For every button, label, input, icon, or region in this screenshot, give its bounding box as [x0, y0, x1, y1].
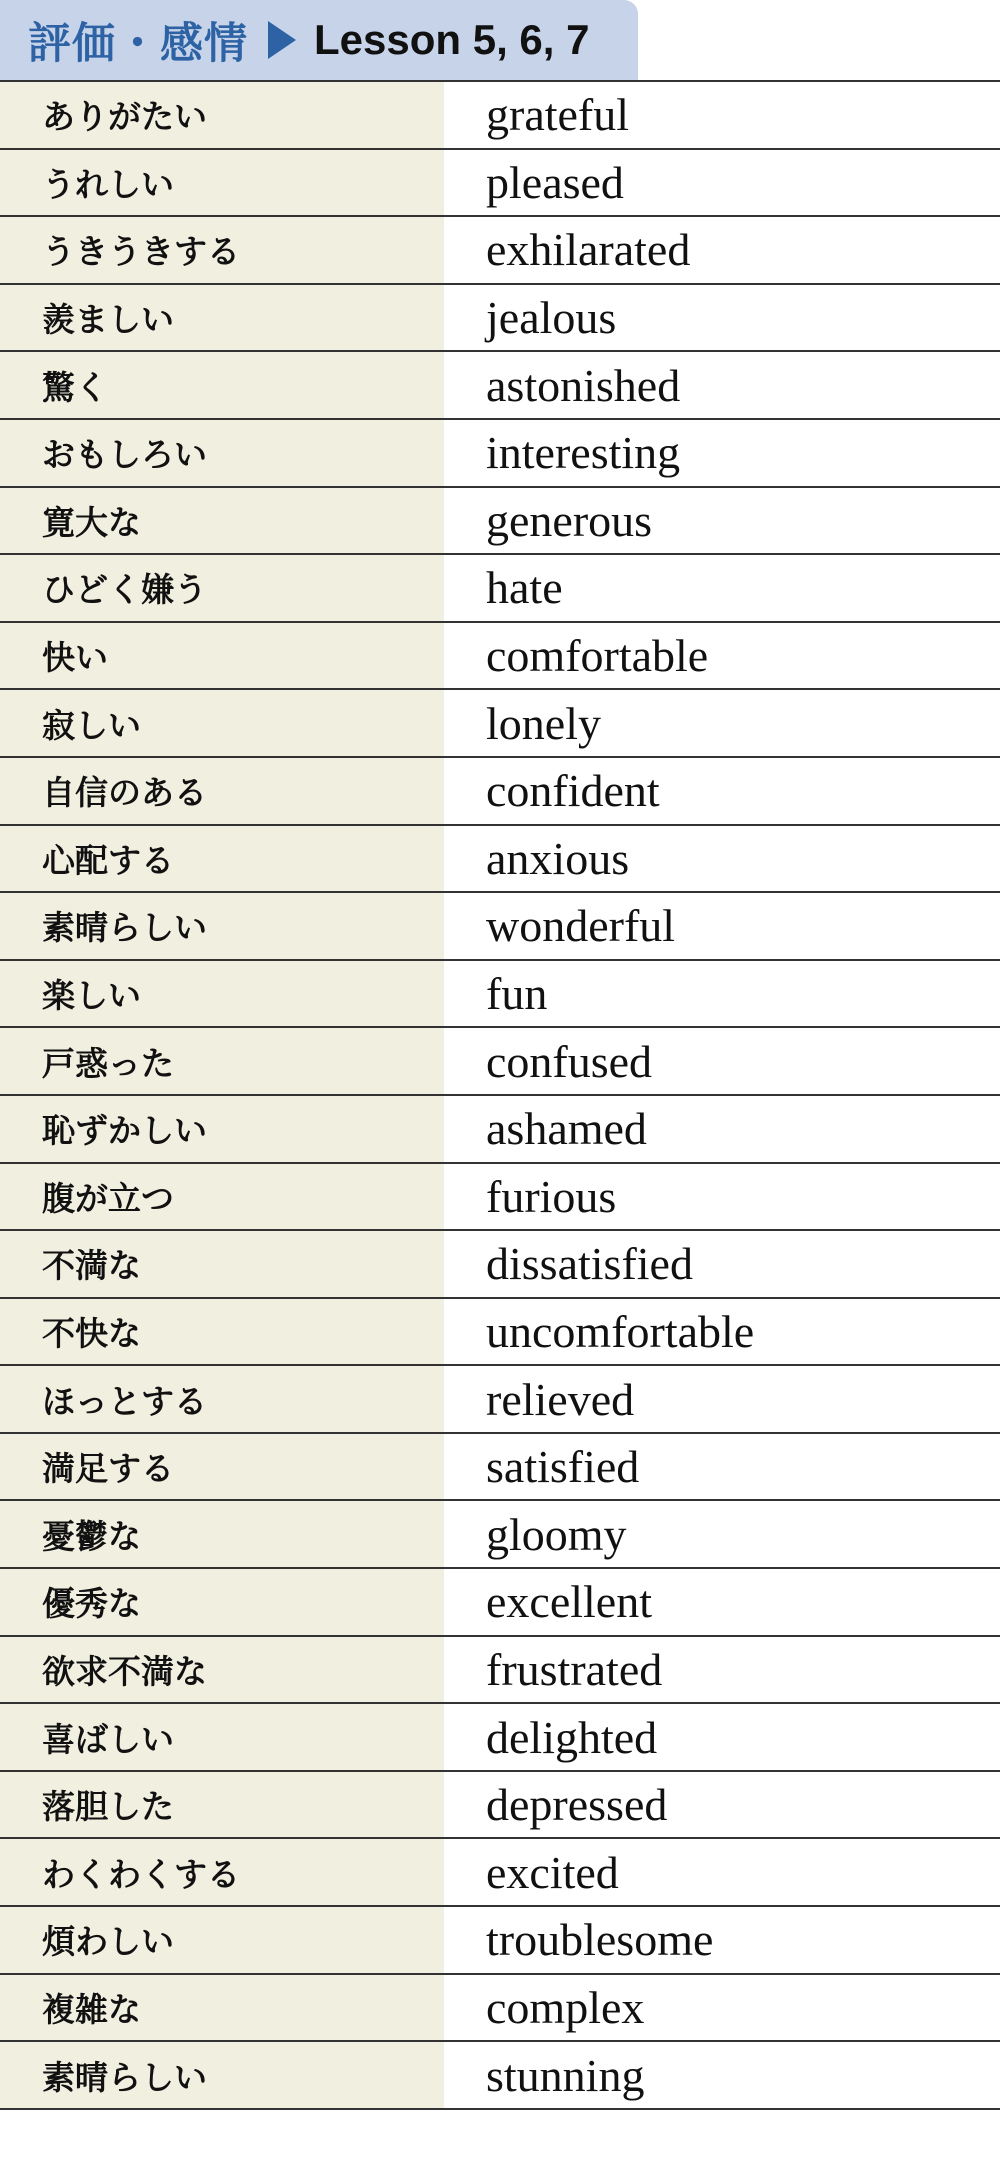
english-term: depressed	[444, 1772, 1000, 1838]
english-term: generous	[444, 488, 1000, 554]
english-term: confident	[444, 758, 1000, 824]
japanese-term: 欲求不満な	[0, 1637, 444, 1703]
english-term: excellent	[444, 1569, 1000, 1635]
japanese-term: うれしい	[0, 150, 444, 216]
japanese-term: 驚く	[0, 352, 444, 418]
vocab-row	[0, 623, 1000, 691]
japanese-term: 自信のある	[0, 758, 444, 824]
vocab-row	[0, 352, 1000, 420]
japanese-term: 不満な	[0, 1231, 444, 1297]
vocab-row	[0, 285, 1000, 353]
vocab-row	[0, 1164, 1000, 1232]
english-term: anxious	[444, 826, 1000, 892]
japanese-term: 素晴らしい	[0, 2042, 444, 2108]
lesson-label: Lesson 5, 6, 7	[314, 16, 590, 63]
japanese-term: 寛大な	[0, 488, 444, 554]
category-title: 評価・感情	[28, 18, 248, 69]
vocab-row	[0, 488, 1000, 556]
english-term: stunning	[444, 2042, 1000, 2108]
japanese-term: 素晴らしい	[0, 893, 444, 959]
vocab-row	[0, 1231, 1000, 1299]
japanese-term: 満足する	[0, 1434, 444, 1500]
japanese-term: ありがたい	[0, 82, 444, 148]
english-term: frustrated	[444, 1637, 1000, 1703]
vocab-row	[0, 1839, 1000, 1907]
vocab-row	[0, 1704, 1000, 1772]
vocab-row	[0, 420, 1000, 488]
vocab-row	[0, 1772, 1000, 1840]
english-term: lonely	[444, 690, 1000, 756]
vocab-row	[0, 893, 1000, 961]
english-term: jealous	[444, 285, 1000, 351]
english-term: wonderful	[444, 893, 1000, 959]
english-term: gloomy	[444, 1501, 1000, 1567]
english-term: astonished	[444, 352, 1000, 418]
vocab-row	[0, 1028, 1000, 1096]
vocab-row	[0, 1569, 1000, 1637]
section-header	[0, 0, 638, 80]
english-term: hate	[444, 555, 1000, 621]
japanese-term: 恥ずかしい	[0, 1096, 444, 1162]
english-term: comfortable	[444, 623, 1000, 689]
japanese-term: 喜ばしい	[0, 1704, 444, 1770]
english-term: dissatisfied	[444, 1231, 1000, 1297]
english-term: furious	[444, 1164, 1000, 1230]
vocab-row	[0, 2042, 1000, 2110]
japanese-term: 寂しい	[0, 690, 444, 756]
vocab-row	[0, 1637, 1000, 1705]
japanese-term: おもしろい	[0, 420, 444, 486]
english-term: relieved	[444, 1366, 1000, 1432]
english-term: excited	[444, 1839, 1000, 1905]
vocab-row	[0, 1096, 1000, 1164]
english-term: pleased	[444, 150, 1000, 216]
vocab-row	[0, 217, 1000, 285]
japanese-term: 楽しい	[0, 961, 444, 1027]
english-term: uncomfortable	[444, 1299, 1000, 1365]
vocab-row	[0, 555, 1000, 623]
vocab-row	[0, 961, 1000, 1029]
vocab-row	[0, 1501, 1000, 1569]
vocab-row	[0, 826, 1000, 894]
english-term: fun	[444, 961, 1000, 1027]
vocab-row	[0, 1434, 1000, 1502]
english-term: troublesome	[444, 1907, 1000, 1973]
english-term: complex	[444, 1975, 1000, 2041]
vocab-row	[0, 1366, 1000, 1434]
japanese-term: 複雑な	[0, 1975, 444, 2041]
japanese-term: 煩わしい	[0, 1907, 444, 1973]
english-term: interesting	[444, 420, 1000, 486]
vocab-row	[0, 1907, 1000, 1975]
vocab-row	[0, 690, 1000, 758]
japanese-term: 不快な	[0, 1299, 444, 1365]
english-term: delighted	[444, 1704, 1000, 1770]
japanese-term: 憂鬱な	[0, 1501, 444, 1567]
english-term: grateful	[444, 82, 1000, 148]
vocab-row	[0, 1299, 1000, 1367]
vocab-row	[0, 150, 1000, 218]
japanese-term: 羨ましい	[0, 285, 444, 351]
vocab-row	[0, 1975, 1000, 2043]
japanese-term: わくわくする	[0, 1839, 444, 1905]
english-term: ashamed	[444, 1096, 1000, 1162]
japanese-term: ひどく嫌う	[0, 555, 444, 621]
japanese-term: 快い	[0, 623, 444, 689]
vocab-table	[0, 80, 1000, 2110]
vocab-row	[0, 758, 1000, 826]
english-term: confused	[444, 1028, 1000, 1094]
vocab-row	[0, 82, 1000, 150]
japanese-term: 腹が立つ	[0, 1164, 444, 1230]
japanese-term: 落胆した	[0, 1772, 444, 1838]
japanese-term: 戸惑った	[0, 1028, 444, 1094]
english-term: satisfied	[444, 1434, 1000, 1500]
play-triangle-icon	[268, 21, 296, 59]
japanese-term: うきうきする	[0, 217, 444, 283]
japanese-term: 優秀な	[0, 1569, 444, 1635]
japanese-term: 心配する	[0, 826, 444, 892]
japanese-term: ほっとする	[0, 1366, 444, 1432]
english-term: exhilarated	[444, 217, 1000, 283]
